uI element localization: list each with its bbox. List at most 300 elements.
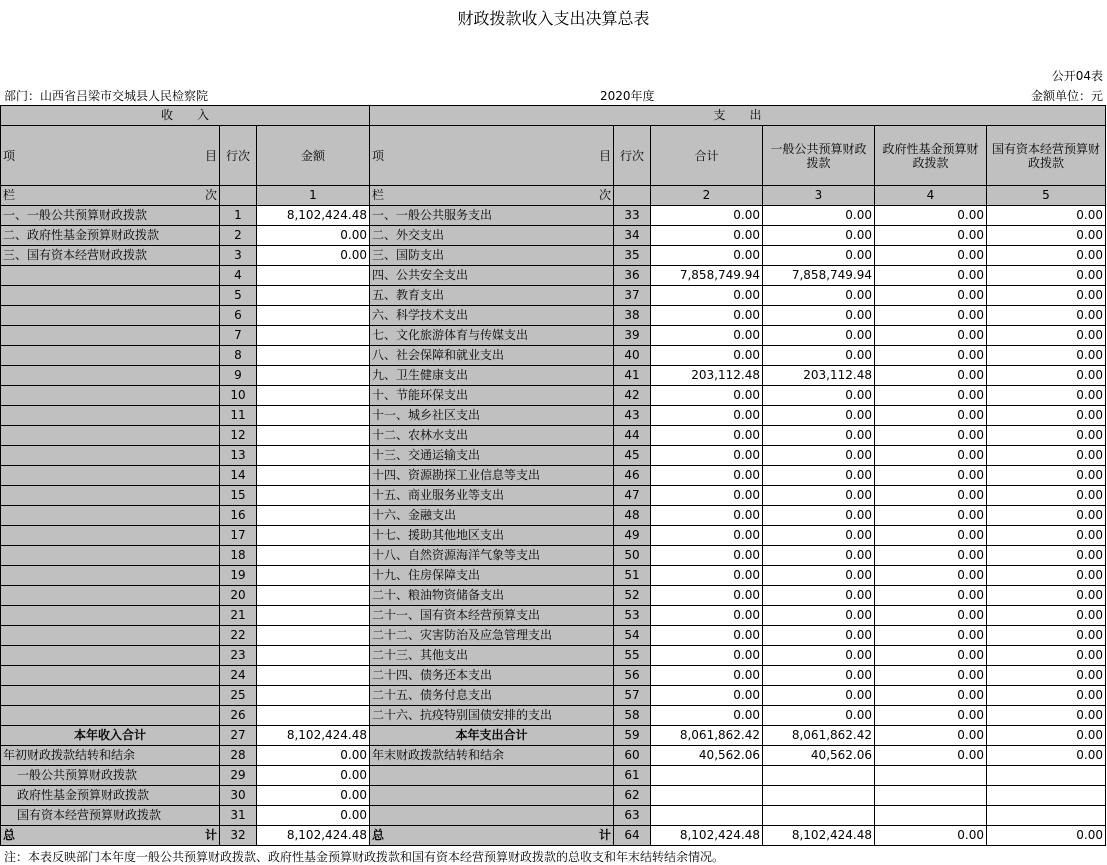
report-title: 财政拨款收入支出决算总表	[457, 9, 650, 28]
expense-item: 三、国防支出	[370, 246, 614, 266]
expense-fund: 0.00	[875, 246, 987, 266]
column-number: 5	[987, 186, 1106, 206]
expense-fund: 0.00	[875, 426, 987, 446]
income-amount	[257, 626, 370, 646]
table-row	[1, 346, 1106, 366]
income-item	[1, 346, 220, 366]
expense-fund: 0.00	[875, 206, 987, 226]
currency-unit: 金额单位：元	[1030, 89, 1103, 103]
income-amount	[257, 346, 370, 366]
row-number: 44	[614, 426, 651, 446]
column-number: 4	[875, 186, 987, 206]
carryover-sub-row	[1, 786, 1106, 806]
income-item	[1, 546, 220, 566]
empty-cell	[875, 806, 987, 826]
carryover-fund-label: 政府性基金预算财政拨款	[1, 786, 220, 806]
empty-cell	[763, 766, 875, 786]
expense-general: 0.00	[763, 386, 875, 406]
end-carryover-general: 40,562.06	[763, 746, 875, 766]
expense-total: 0.00	[651, 526, 763, 546]
income-item	[1, 446, 220, 466]
row-number: 20	[220, 586, 257, 606]
row-number: 60	[614, 746, 651, 766]
expense-total: 0.00	[651, 686, 763, 706]
row-number: 56	[614, 666, 651, 686]
empty-cell	[651, 766, 763, 786]
row-number: 19	[220, 566, 257, 586]
expense-general: 0.00	[763, 426, 875, 446]
expense-total: 0.00	[651, 286, 763, 306]
income-item	[1, 286, 220, 306]
empty-cell	[370, 766, 614, 786]
table-row	[1, 286, 1106, 306]
empty-cell	[987, 766, 1106, 786]
table-row	[1, 626, 1106, 646]
income-amount	[257, 506, 370, 526]
income-item	[1, 526, 220, 546]
income-item	[1, 466, 220, 486]
expense-item: 二十四、债务还本支出	[370, 666, 614, 686]
income-item	[1, 706, 220, 726]
expense-state: 0.00	[987, 326, 1106, 346]
empty-cell	[987, 806, 1106, 826]
income-item	[1, 686, 220, 706]
expense-total: 0.00	[651, 226, 763, 246]
table-row	[1, 266, 1106, 286]
income-item	[1, 386, 220, 406]
expense-total: 0.00	[651, 626, 763, 646]
expense-section-header: 支 出	[370, 106, 1106, 126]
table-row	[1, 246, 1106, 266]
income-amount	[257, 366, 370, 386]
expense-state: 0.00	[987, 226, 1106, 246]
fund-budget-header: 政府性基金预算财政拨款	[875, 126, 987, 186]
carryover-sub-row	[1, 806, 1106, 826]
empty-cell	[614, 186, 651, 206]
expense-state: 0.00	[987, 486, 1106, 506]
income-amount	[257, 286, 370, 306]
expense-fund: 0.00	[875, 386, 987, 406]
row-number: 29	[220, 766, 257, 786]
grand-total-row	[1, 826, 1106, 846]
grand-income-amount: 8,102,424.48	[257, 826, 370, 846]
table-row	[1, 386, 1106, 406]
expense-general: 0.00	[763, 666, 875, 686]
expense-fund: 0.00	[875, 546, 987, 566]
expense-fund: 0.00	[875, 366, 987, 386]
expense-general: 0.00	[763, 246, 875, 266]
income-amount	[257, 706, 370, 726]
grand-expense-state: 0.00	[987, 826, 1106, 846]
column-number: 1	[257, 186, 370, 206]
department-label: 部门：山西省吕梁市交城县人民检察院	[4, 89, 209, 103]
row-number: 58	[614, 706, 651, 726]
income-amount: 0.00	[257, 226, 370, 246]
table-row	[1, 426, 1106, 446]
expense-item: 九、卫生健康支出	[370, 366, 614, 386]
grand-total-label: 总 计	[1, 826, 220, 846]
expense-general: 0.00	[763, 306, 875, 326]
begin-carryover-amount: 0.00	[257, 746, 370, 766]
expense-total: 0.00	[651, 666, 763, 686]
expense-state: 0.00	[987, 466, 1106, 486]
expense-total: 0.00	[651, 586, 763, 606]
expense-fund: 0.00	[875, 606, 987, 626]
expense-total: 0.00	[651, 306, 763, 326]
carryover-general-amount: 0.00	[257, 766, 370, 786]
income-amount	[257, 546, 370, 566]
expense-general: 0.00	[763, 546, 875, 566]
row-number: 6	[220, 306, 257, 326]
row-number: 48	[614, 506, 651, 526]
expense-item: 二十二、灾害防治及应急管理支出	[370, 626, 614, 646]
income-amount	[257, 466, 370, 486]
expense-total: 0.00	[651, 466, 763, 486]
income-amount	[257, 446, 370, 466]
expense-item: 十二、农林水支出	[370, 426, 614, 446]
income-item	[1, 426, 220, 446]
row-number: 41	[614, 366, 651, 386]
expense-state: 0.00	[987, 686, 1106, 706]
row-number: 3	[220, 246, 257, 266]
expense-fund: 0.00	[875, 686, 987, 706]
table-row	[1, 706, 1106, 726]
row-number: 12	[220, 426, 257, 446]
header-row-sections	[1, 106, 1106, 126]
expense-item-header: 项 目	[370, 126, 614, 186]
expense-general: 0.00	[763, 206, 875, 226]
table-code: 公开04表	[1051, 69, 1103, 83]
expense-general: 0.00	[763, 526, 875, 546]
expense-general: 203,112.48	[763, 366, 875, 386]
expense-item: 十四、资源勘探工业信息等支出	[370, 466, 614, 486]
empty-cell	[763, 786, 875, 806]
row-number: 15	[220, 486, 257, 506]
expense-fund: 0.00	[875, 266, 987, 286]
expense-row-no-header: 行次	[614, 126, 651, 186]
table-row	[1, 226, 1106, 246]
expense-general: 7,858,749.94	[763, 266, 875, 286]
row-number: 47	[614, 486, 651, 506]
income-amount	[257, 526, 370, 546]
row-number: 31	[220, 806, 257, 826]
expense-fund: 0.00	[875, 326, 987, 346]
footnote: 注：本表反映部门本年度一般公共预算财政拨款、政府性基金预算财政拨款和国有资本经营预算财政拨款的总收支和年末结转结余情况。	[4, 850, 725, 864]
income-item	[1, 606, 220, 626]
row-number: 11	[220, 406, 257, 426]
expense-general: 0.00	[763, 506, 875, 526]
row-number: 14	[220, 466, 257, 486]
row-number: 63	[614, 806, 651, 826]
expense-item: 五、教育支出	[370, 286, 614, 306]
expense-state: 0.00	[987, 446, 1106, 466]
lan-ci-label: 栏 次	[370, 186, 614, 206]
general-budget-header: 一般公共预算财政拨款	[763, 126, 875, 186]
column-number: 3	[763, 186, 875, 206]
row-number: 28	[220, 746, 257, 766]
lan-ci-label: 栏 次	[1, 186, 220, 206]
table-row	[1, 446, 1106, 466]
row-number: 45	[614, 446, 651, 466]
expense-fund: 0.00	[875, 226, 987, 246]
income-amount	[257, 306, 370, 326]
expense-state: 0.00	[987, 366, 1106, 386]
table-row	[1, 206, 1106, 226]
expense-fund: 0.00	[875, 706, 987, 726]
header-row-column-numbers	[1, 186, 1106, 206]
income-item: 三、国有资本经营财政拨款	[1, 246, 220, 266]
row-number: 4	[220, 266, 257, 286]
income-amount	[257, 566, 370, 586]
empty-cell	[370, 786, 614, 806]
expense-item: 二十一、国有资本经营预算支出	[370, 606, 614, 626]
row-number: 39	[614, 326, 651, 346]
income-item	[1, 626, 220, 646]
table-row	[1, 646, 1106, 666]
expense-total: 0.00	[651, 706, 763, 726]
expense-general: 0.00	[763, 646, 875, 666]
row-number: 50	[614, 546, 651, 566]
row-number: 32	[220, 826, 257, 846]
expense-total: 0.00	[651, 386, 763, 406]
income-row-no-header: 行次	[220, 126, 257, 186]
income-item: 一、一般公共预算财政拨款	[1, 206, 220, 226]
expense-state: 0.00	[987, 706, 1106, 726]
row-number: 33	[614, 206, 651, 226]
carryover-fund-amount: 0.00	[257, 786, 370, 806]
row-number: 13	[220, 446, 257, 466]
carryover-state-label: 国有资本经营预算财政拨款	[1, 806, 220, 826]
income-item	[1, 406, 220, 426]
expense-total-amount: 8,061,862.42	[651, 726, 763, 746]
income-amount	[257, 326, 370, 346]
table-row	[1, 366, 1106, 386]
expense-total: 0.00	[651, 426, 763, 446]
budget-table	[0, 105, 1106, 846]
row-number: 18	[220, 546, 257, 566]
income-amount	[257, 426, 370, 446]
expense-state: 0.00	[987, 406, 1106, 426]
expense-general: 0.00	[763, 226, 875, 246]
carryover-state-amount: 0.00	[257, 806, 370, 826]
expense-total: 7,858,749.94	[651, 266, 763, 286]
row-number: 49	[614, 526, 651, 546]
expense-fund: 0.00	[875, 626, 987, 646]
end-carryover-state: 0.00	[987, 746, 1106, 766]
expense-total: 0.00	[651, 506, 763, 526]
expense-general: 0.00	[763, 346, 875, 366]
expense-fund: 0.00	[875, 666, 987, 686]
table-row	[1, 586, 1106, 606]
expense-state: 0.00	[987, 546, 1106, 566]
expense-item: 二、外交支出	[370, 226, 614, 246]
expense-total: 0.00	[651, 486, 763, 506]
expense-item: 十九、住房保障支出	[370, 566, 614, 586]
income-section-header: 收 入	[1, 106, 370, 126]
expense-fund: 0.00	[875, 306, 987, 326]
empty-cell	[763, 806, 875, 826]
income-amount	[257, 686, 370, 706]
expense-total: 0.00	[651, 446, 763, 466]
expense-state: 0.00	[987, 246, 1106, 266]
grand-total-label: 总 计	[370, 826, 614, 846]
carryover-general-label: 一般公共预算财政拨款	[1, 766, 220, 786]
row-number: 52	[614, 586, 651, 606]
income-amount	[257, 486, 370, 506]
income-item	[1, 506, 220, 526]
expense-general: 0.00	[763, 706, 875, 726]
empty-cell	[875, 766, 987, 786]
expense-fund-amount: 0.00	[875, 726, 987, 746]
expense-fund: 0.00	[875, 286, 987, 306]
expense-item: 二十三、其他支出	[370, 646, 614, 666]
row-number: 8	[220, 346, 257, 366]
empty-cell	[651, 786, 763, 806]
expense-general: 0.00	[763, 586, 875, 606]
row-number: 10	[220, 386, 257, 406]
row-number: 62	[614, 786, 651, 806]
expense-state: 0.00	[987, 286, 1106, 306]
table-row	[1, 686, 1106, 706]
row-number: 59	[614, 726, 651, 746]
income-amount	[257, 386, 370, 406]
table-row	[1, 506, 1106, 526]
row-number: 64	[614, 826, 651, 846]
row-number: 5	[220, 286, 257, 306]
row-number: 53	[614, 606, 651, 626]
row-number: 17	[220, 526, 257, 546]
row-number: 22	[220, 626, 257, 646]
income-amount	[257, 586, 370, 606]
expense-general: 0.00	[763, 446, 875, 466]
end-carryover-label: 年末财政拨款结转和结余	[370, 746, 614, 766]
expense-general: 0.00	[763, 486, 875, 506]
row-number: 2	[220, 226, 257, 246]
expense-state: 0.00	[987, 266, 1106, 286]
expense-item: 十五、商业服务业等支出	[370, 486, 614, 506]
income-item	[1, 326, 220, 346]
income-amount	[257, 606, 370, 626]
expense-total: 0.00	[651, 606, 763, 626]
table-row	[1, 406, 1106, 426]
income-item	[1, 566, 220, 586]
row-number: 51	[614, 566, 651, 586]
row-number: 37	[614, 286, 651, 306]
empty-cell	[875, 786, 987, 806]
expense-state: 0.00	[987, 526, 1106, 546]
expense-item: 二十、粮油物资储备支出	[370, 586, 614, 606]
income-item	[1, 366, 220, 386]
expense-item: 二十五、债务付息支出	[370, 686, 614, 706]
grand-expense-general: 8,102,424.48	[763, 826, 875, 846]
row-number: 35	[614, 246, 651, 266]
expense-state: 0.00	[987, 386, 1106, 406]
end-carryover-fund: 0.00	[875, 746, 987, 766]
row-number: 40	[614, 346, 651, 366]
row-number: 42	[614, 386, 651, 406]
row-number: 55	[614, 646, 651, 666]
expense-total-label: 本年支出合计	[370, 726, 614, 746]
table-row	[1, 526, 1106, 546]
expense-total: 0.00	[651, 546, 763, 566]
table-row	[1, 306, 1106, 326]
income-amount	[257, 266, 370, 286]
expense-item: 十、节能环保支出	[370, 386, 614, 406]
carryover-sub-row	[1, 766, 1106, 786]
income-amount	[257, 666, 370, 686]
expense-item: 一、一般公共服务支出	[370, 206, 614, 226]
expense-total: 0.00	[651, 326, 763, 346]
row-number: 61	[614, 766, 651, 786]
expense-item: 六、科学技术支出	[370, 306, 614, 326]
expense-fund: 0.00	[875, 486, 987, 506]
income-item-header: 项 目	[1, 126, 220, 186]
expense-fund: 0.00	[875, 346, 987, 366]
expense-total: 203,112.48	[651, 366, 763, 386]
expense-state-amount: 0.00	[987, 726, 1106, 746]
empty-cell	[370, 806, 614, 826]
table-row	[1, 466, 1106, 486]
expense-item: 七、文化旅游体育与传媒支出	[370, 326, 614, 346]
expense-state: 0.00	[987, 606, 1106, 626]
expense-item: 十七、援助其他地区支出	[370, 526, 614, 546]
expense-item: 十六、金融支出	[370, 506, 614, 526]
table-row	[1, 666, 1106, 686]
row-number: 36	[614, 266, 651, 286]
expense-state: 0.00	[987, 626, 1106, 646]
end-carryover-total: 40,562.06	[651, 746, 763, 766]
expense-general: 0.00	[763, 626, 875, 646]
expense-total: 0.00	[651, 406, 763, 426]
table-row	[1, 606, 1106, 626]
row-number: 38	[614, 306, 651, 326]
state-capital-header: 国有资本经营预算财政拨款	[987, 126, 1106, 186]
row-number: 46	[614, 466, 651, 486]
expense-fund: 0.00	[875, 506, 987, 526]
expense-general-amount: 8,061,862.42	[763, 726, 875, 746]
row-number: 21	[220, 606, 257, 626]
expense-fund: 0.00	[875, 446, 987, 466]
row-number: 23	[220, 646, 257, 666]
income-item	[1, 666, 220, 686]
row-number: 57	[614, 686, 651, 706]
expense-item: 十八、自然资源海洋气象等支出	[370, 546, 614, 566]
income-item	[1, 586, 220, 606]
income-total-label: 本年收入合计	[1, 726, 220, 746]
row-number: 25	[220, 686, 257, 706]
expense-state: 0.00	[987, 586, 1106, 606]
table-row	[1, 326, 1106, 346]
expense-item: 十三、交通运输支出	[370, 446, 614, 466]
income-amount: 0.00	[257, 246, 370, 266]
header-row-columns	[1, 126, 1106, 186]
row-number: 30	[220, 786, 257, 806]
expense-general: 0.00	[763, 406, 875, 426]
carryover-row	[1, 746, 1106, 766]
expense-total: 0.00	[651, 566, 763, 586]
fiscal-year: 2020年度	[600, 89, 655, 103]
row-number: 1	[220, 206, 257, 226]
income-item: 二、政府性基金预算财政拨款	[1, 226, 220, 246]
income-item	[1, 306, 220, 326]
expense-general: 0.00	[763, 686, 875, 706]
empty-cell	[651, 806, 763, 826]
grand-expense-total: 8,102,424.48	[651, 826, 763, 846]
expense-total: 0.00	[651, 246, 763, 266]
expense-total: 0.00	[651, 206, 763, 226]
row-number: 16	[220, 506, 257, 526]
row-number: 7	[220, 326, 257, 346]
